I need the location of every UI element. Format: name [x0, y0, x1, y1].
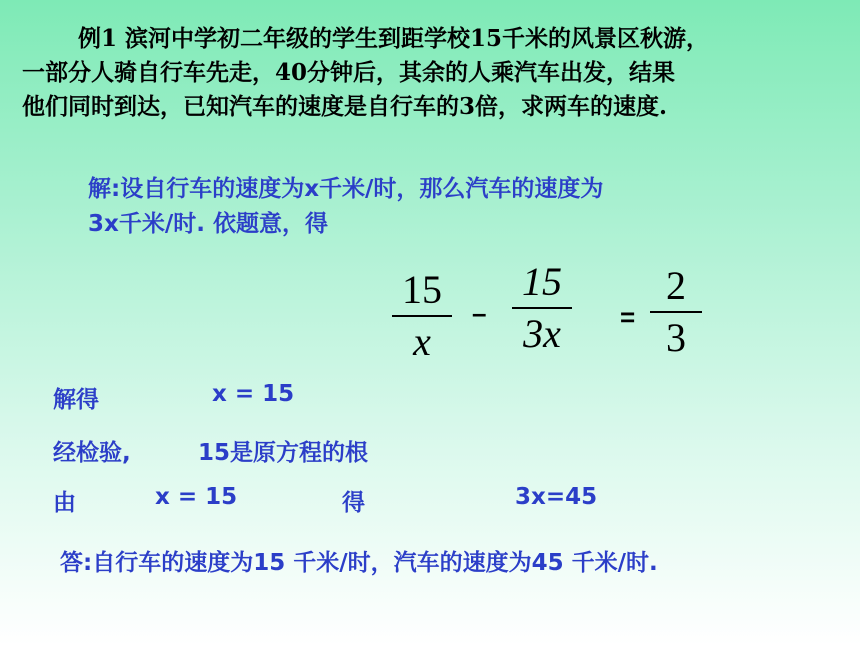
fraction-bar — [650, 311, 702, 313]
from-value: x = 15 — [155, 484, 238, 510]
solve-label: 解得 — [53, 387, 99, 413]
problem-statement — [22, 22, 852, 124]
fraction-denominator: 3x — [523, 311, 561, 356]
minus-sign: – — [472, 298, 487, 328]
solve-value: x = 15 — [212, 381, 295, 407]
solution-setup-line-1: 解:设自行车的速度为x千米/时，那么汽车的速度为 — [88, 176, 604, 202]
check-label: 经检验, — [53, 440, 131, 466]
fraction-15-over-x — [392, 268, 452, 364]
fraction-bar — [392, 315, 452, 317]
check-text: 15是原方程的根 — [198, 440, 369, 466]
fraction-numerator: 2 — [666, 263, 686, 308]
get-value: 3x=45 — [515, 484, 598, 510]
fraction-bar — [512, 307, 572, 309]
solution-setup-line-2: 3x千米/时. 依题意，得 — [88, 211, 328, 237]
problem-line-3: 他们同时到达，已知汽车的速度是自行车的3倍，求两车的速度. — [22, 93, 668, 120]
problem-line-1: 例1 滨河中学初二年级的学生到距学校15千米的风景区秋游， — [78, 25, 710, 52]
equals-sign: = — [620, 302, 636, 332]
fraction-numerator: 15 — [522, 259, 562, 304]
fraction-denominator: 3 — [666, 315, 686, 360]
problem-line-2: 一部分人骑自行车先走，40分钟后，其余的人乘汽车出发，结果 — [22, 59, 676, 86]
fraction-denominator: x — [413, 319, 431, 364]
fraction-2-over-3 — [650, 264, 702, 360]
answer-text: 答:自行车的速度为15 千米/时，汽车的速度为45 千米/时. — [60, 550, 658, 576]
get-label: 得 — [342, 490, 365, 516]
fraction-15-over-3x — [512, 260, 572, 356]
from-label: 由 — [53, 490, 76, 516]
fraction-numerator: 15 — [402, 267, 442, 312]
